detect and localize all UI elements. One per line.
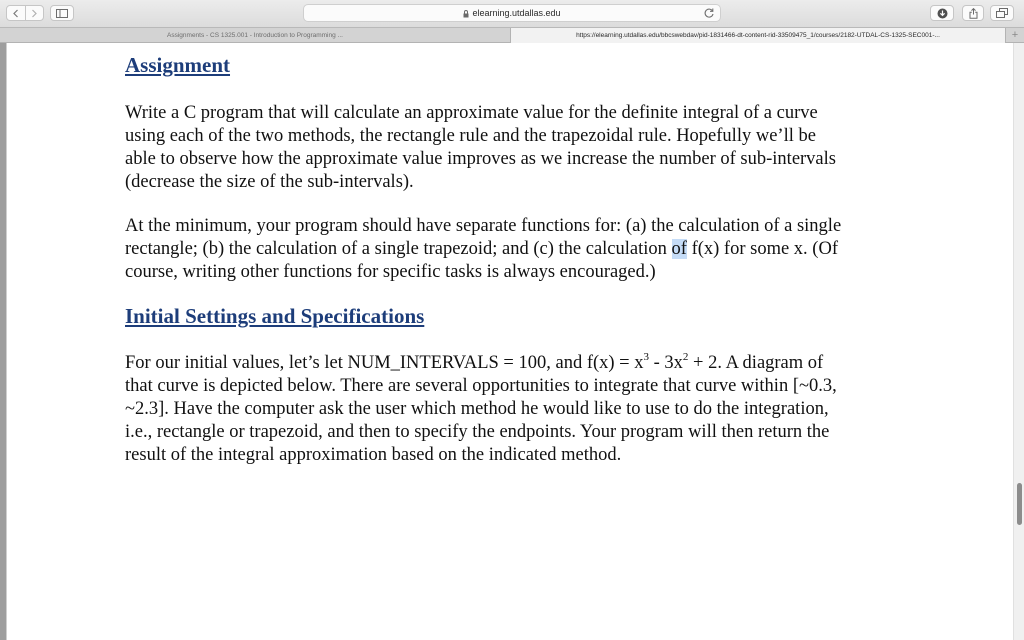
text-segment: + 2. A diagram of (688, 353, 824, 373)
paragraph-line: using each of the two methods, the rectangle rule and the trapezoidal rule. Hopefully we’ll be (125, 126, 816, 146)
highlighted-selection[interactable]: of (671, 239, 687, 259)
browser-toolbar (0, 0, 1024, 27)
back-button[interactable] (7, 6, 25, 20)
paragraph-line: i.e., rectangle or trapezoid, and then to specify the endpoints. Your program will then return the (125, 422, 830, 442)
paragraph-line: able to observe how the approximate value improves as we increase the number of sub-intervals (125, 149, 836, 169)
tabs-icon (996, 8, 1008, 18)
paragraph-line: ~2.3]. Have the computer ask the user which method he would like to use to do the integration, (125, 399, 829, 419)
paragraph-functions (125, 215, 905, 284)
share-button[interactable] (962, 5, 984, 21)
paragraph-line: course, writing other functions for specific tasks is always encouraged.) (125, 262, 656, 282)
paragraph-intro (125, 102, 905, 194)
tab-document[interactable]: https://elearning.utdallas.edu/bbcswebdav/pid-1831466-dt-content-rid-33509475_1/courses/2182-UTDAL-CS-1325-SEC001-... (510, 28, 1006, 43)
paragraph-specifications (125, 352, 905, 467)
paragraph-line: At the minimum, your program should have separate functions for: (a) the calculation of a single (125, 216, 842, 236)
lock-icon (463, 10, 469, 18)
text-segment: For our initial values, let’s let NUM_INTERVALS = 100, and f(x) = x (125, 353, 644, 373)
specifications-heading: Initial Settings and Specifications (125, 304, 425, 328)
new-tab-button[interactable]: + (1011, 29, 1019, 41)
download-icon (937, 8, 948, 19)
sidebar-icon (56, 9, 68, 18)
address-text: elearning.utdallas.edu (472, 8, 561, 18)
paragraph-line: Write a C program that will calculate an approximate value for the definite integral of a curve (125, 103, 818, 123)
address-bar[interactable] (303, 4, 721, 22)
tab-assignments[interactable]: Assignments - CS 1325.001 - Introduction to Programming ... (167, 32, 343, 39)
paragraph-line (125, 238, 905, 261)
download-button[interactable] (930, 5, 954, 21)
reload-icon[interactable] (703, 7, 715, 19)
nav-button-group (6, 5, 44, 21)
show-tabs-button[interactable] (990, 5, 1014, 21)
superscript: 2 (682, 350, 689, 363)
paragraph-line (125, 352, 905, 375)
chevron-right-icon (31, 9, 38, 18)
share-icon (969, 8, 978, 19)
scrollbar-thumb[interactable] (1017, 483, 1022, 525)
tab-strip (0, 27, 1024, 43)
paragraph-line: result of the integral approximation based on the indicated method. (125, 445, 622, 465)
page-content (0, 43, 1024, 640)
left-window-edge (0, 43, 6, 640)
chevron-left-icon (12, 9, 19, 18)
sidebar-button[interactable] (50, 5, 74, 21)
text-segment: f(x) for some x. (Of (686, 239, 838, 259)
text-segment: - 3x (649, 353, 683, 373)
paragraph-line: that curve is depicted below. There are several opportunities to integrate that curve within [~0.3, (125, 376, 837, 396)
assignment-heading: Assignment (125, 53, 231, 77)
superscript: 3 (643, 350, 649, 363)
scrollbar-track[interactable] (1013, 43, 1024, 640)
text-segment: rectangle; (b) the calculation of a single trapezoid; and (c) the calculation (125, 239, 672, 259)
forward-button[interactable] (25, 6, 44, 20)
paragraph-line: (decrease the size of the sub-intervals). (125, 172, 414, 192)
